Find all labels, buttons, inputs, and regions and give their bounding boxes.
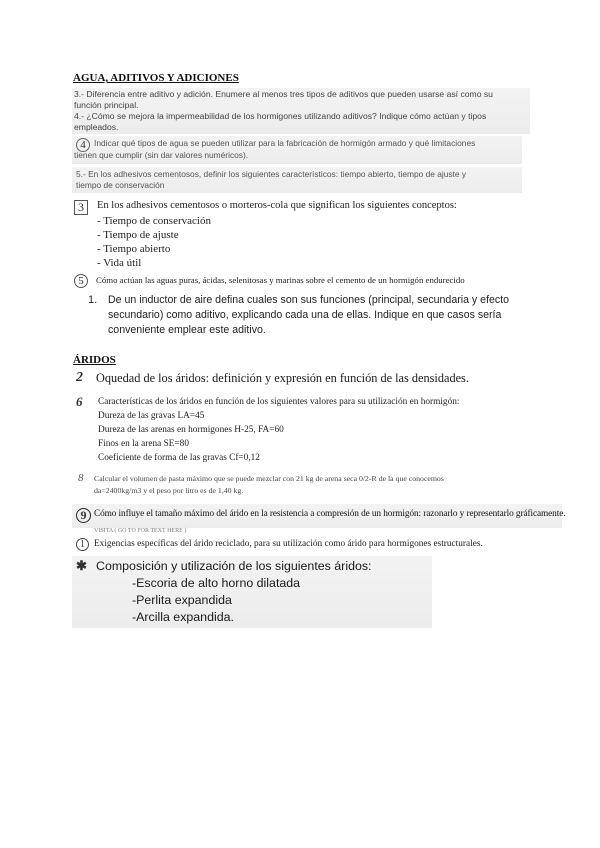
question-reciclado-cutoff: VISITA ( GO TO FOR TEXT HERE ) [94, 528, 187, 534]
question-caract-intro: Características de los áridos en función de los siguientes valores para su utilización en hormigón: [98, 397, 460, 407]
caract-item-2: Dureza de las arenas en hormigones H-25, FA=60 [98, 425, 284, 435]
question-reciclado-text: Exigencias específicas del árido reciclado, para su utilización como árido para hormigones estructurales. [94, 539, 483, 549]
question-oquedad-block [72, 369, 530, 389]
question-1-line1: De un inductor de aire defina cuales son sus funciones (principal, secundaria y efecto [108, 294, 510, 306]
question-adhesives-marker: 3 [74, 200, 88, 215]
question-5-line1: 5.- En los adhesivos cementosos, definir los siguientes característicos: tiempo abierto, tiempo de ajuste y [76, 169, 467, 179]
question-5-line2: tiempo de conservación [76, 180, 165, 190]
question-compos-block [72, 556, 432, 628]
question-compos-marker: ✱ [76, 558, 87, 573]
adhesives-item-2: - Tiempo de ajuste [97, 229, 179, 241]
section-heading-aridos: ÁRIDOS [73, 354, 116, 366]
question-waters-attack-marker: 5 [74, 274, 88, 288]
question-3-line2: función principal. [74, 100, 139, 110]
question-3-line1: 3.- Diferencia entre aditivo y adición. Enumere al menos tres tipos de aditivos que pueden usarse así como su [74, 89, 493, 99]
section-heading-agua: AGUA, ADITIVOS Y ADICIONES [73, 72, 239, 84]
question-water-block [72, 136, 522, 164]
question-5-block [72, 167, 522, 193]
question-water-line1: Indicar qué tipos de agua se pueden utilizar para la fabricación de hormigón armado y qué limitaciones [94, 138, 476, 148]
compos-item-3: -Arcilla expandida. [132, 610, 234, 624]
caract-item-4: Coeficiente de forma de las gravas Cf=0,12 [98, 453, 260, 463]
question-reciclado-marker: 1 [76, 538, 89, 551]
question-caract-block [72, 394, 530, 466]
question-calc-line1: Calcular el volumen de pasta máximo que se puede mezclar con 21 kg de arena seca 0/2-R de la que conocemos [94, 474, 444, 483]
caract-item-3: Finos en la arena SE=80 [98, 439, 189, 449]
question-1-line3: conveniente emplear este aditivo. [108, 324, 266, 336]
adhesives-item-4: - Vida útil [97, 257, 142, 269]
question-4-line2: empleados. [74, 122, 119, 132]
question-calc-marker: 8 [78, 472, 84, 484]
question-oquedad-text: Oquedad de los áridos: definición y expresión en función de las densidades. [96, 371, 469, 385]
compos-item-1: -Escoria de alto horno dilatada [132, 576, 301, 590]
compos-item-2: -Perlita expandida [132, 593, 232, 607]
question-water-marker: 4 [76, 138, 90, 152]
question-tamano-text: Cómo influye el tamaño máximo del árido en la resistencia a compresión de un hormigón: razonarlo y representarlo gráficamente. [94, 509, 566, 519]
question-adhesives-intro: En los adhesivos cementosos o morteros-cola que significan los siguientes conceptos: [97, 200, 457, 211]
question-waters-attack-text: Cómo actúan las aguas puras, ácidas, selenitosas y marinas sobre el cemento de un hormigón endurecido [96, 275, 465, 285]
question-waters-attack-block [72, 273, 530, 289]
question-calc-block [72, 472, 530, 500]
question-compos-intro: Composición y utilización de los siguientes áridos: [96, 559, 372, 573]
adhesives-item-3: - Tiempo abierto [97, 243, 171, 255]
question-adhesives-block [72, 198, 522, 270]
question-1-block [88, 293, 538, 341]
question-caract-marker: 6 [76, 394, 83, 409]
question-water-line2: tienen que cumplir (sin dar valores numéricos). [74, 150, 249, 160]
question-4-line1: 4.- ¿Cómo se mejora la impermeabilidad de los hormigones utilizando aditivos? Indique cómo actúan y tipos [74, 111, 487, 121]
question-reciclado-block [72, 530, 542, 554]
question-3-block [72, 88, 530, 134]
question-tamano-marker: 9 [76, 508, 91, 523]
caract-item-1: Dureza de las gravas LA=45 [98, 411, 205, 421]
question-1-line2: secundario) como aditivo, explicando cada una de ellas. Indique en que casos sería [108, 309, 502, 321]
question-calc-line2: da=2400kg/m3 y el peso por litro es de 1,40 kg. [94, 486, 244, 495]
question-1-number: 1. [88, 294, 98, 306]
adhesives-item-1: - Tiempo de conservación [97, 215, 211, 227]
question-tamano-block [72, 504, 566, 528]
question-oquedad-marker: 2 [76, 370, 83, 385]
